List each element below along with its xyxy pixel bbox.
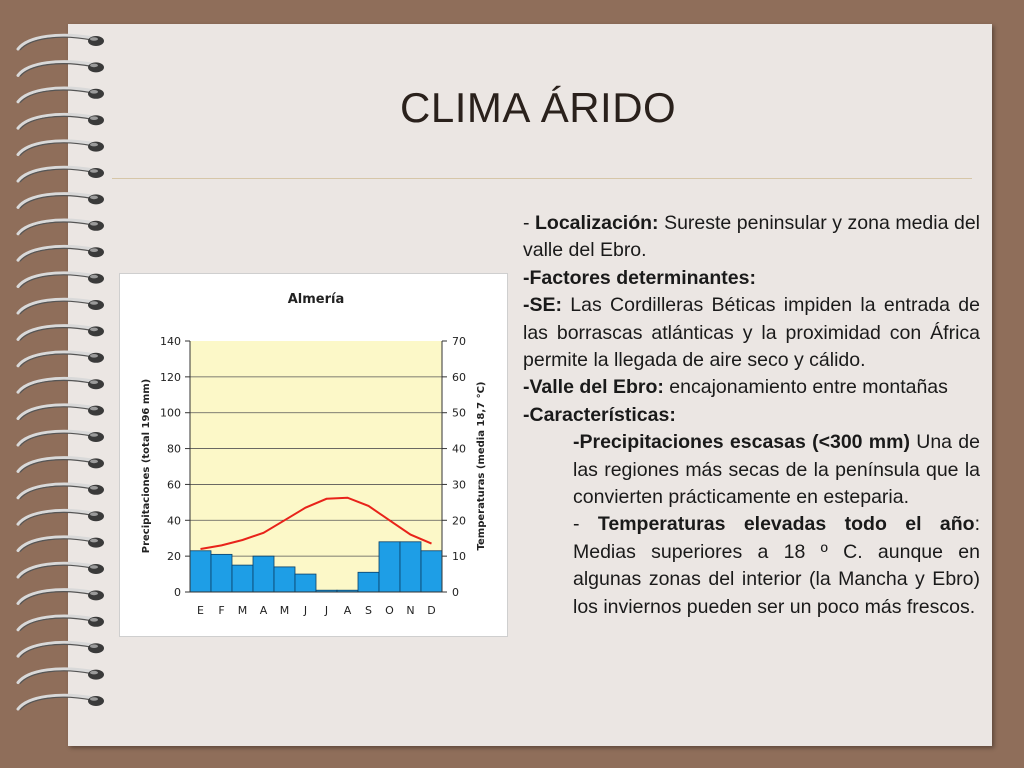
precipitation-bar xyxy=(232,565,253,592)
spiral-ring xyxy=(18,669,104,684)
precipitaciones-paragraph: -Precipitaciones escasas (<300 mm) Una de las regiones más secas de la península que la convierten prácticamente en esteparia. xyxy=(573,431,980,509)
spiral-ring xyxy=(18,35,104,50)
left-axis-ticks xyxy=(160,335,190,599)
month-label: J xyxy=(303,604,308,617)
month-label: O xyxy=(385,604,394,617)
month-label: J xyxy=(324,604,329,617)
spiral-ring xyxy=(18,352,104,367)
temperaturas-paragraph: - Temperaturas elevadas todo el año: Medias superiores a 18 º C. aunque en algunas zonas del interior (la Mancha y Ebro) los inviernos pueden ser un poco más frescos. xyxy=(573,513,981,618)
month-label: N xyxy=(406,604,415,617)
y2-tick-label: 30 xyxy=(452,478,466,492)
spiral-ring xyxy=(18,590,104,605)
slide-title: CLIMA ÁRIDO xyxy=(400,84,677,131)
spiral-ring xyxy=(18,273,104,288)
spiral-ring xyxy=(18,642,104,657)
description-text xyxy=(523,210,980,621)
y-tick-label: 120 xyxy=(160,370,181,384)
month-labels xyxy=(197,604,436,617)
spiral-ring xyxy=(18,484,104,499)
month-label: F xyxy=(218,604,225,617)
y2-axis-label: Temperaturas (media 18,7 °C) xyxy=(476,381,487,551)
spiral-ring xyxy=(18,194,104,209)
month-label: E xyxy=(197,604,204,617)
spiral-ring xyxy=(18,246,104,261)
y-axis-label: Precipitaciones (total 196 mm) xyxy=(141,378,152,554)
spiral-ring xyxy=(18,326,104,341)
y2-tick-label: 60 xyxy=(452,370,466,384)
factores-heading: -Factores determinantes: xyxy=(523,266,756,289)
localizacion-paragraph: - Localización: Sureste peninsular y zona media del valle del Ebro. xyxy=(523,212,980,262)
y2-tick-label: 0 xyxy=(452,586,459,599)
spiral-ring xyxy=(18,378,104,393)
spiral-ring xyxy=(18,458,104,473)
month-label: D xyxy=(427,604,436,617)
title-divider xyxy=(112,178,972,179)
y-tick-label: 60 xyxy=(167,478,181,492)
y-tick-label: 80 xyxy=(167,442,181,456)
y2-tick-label: 40 xyxy=(452,442,466,456)
y2-tick-label: 70 xyxy=(452,335,466,348)
spiral-ring xyxy=(18,62,104,77)
spiral-ring xyxy=(18,431,104,446)
precipitation-bar xyxy=(379,542,400,592)
climate-chart xyxy=(119,273,508,637)
spiral-ring xyxy=(18,510,104,525)
month-label: M xyxy=(279,604,290,617)
spiral-binding xyxy=(0,28,115,744)
spiral-ring xyxy=(18,141,104,156)
y2-tick-label: 10 xyxy=(452,550,466,564)
se-paragraph: -SE: Las Cordilleras Béticas impiden la entrada de las borrascas atlánticas y la proximidad con África permite la llegada de aire seco y cálido. xyxy=(523,294,980,372)
y-tick-label: 100 xyxy=(160,406,181,420)
spiral-ring xyxy=(18,405,104,420)
month-label: M xyxy=(237,604,248,617)
chart-title: Almería xyxy=(287,292,345,307)
spiral-ring xyxy=(18,695,104,710)
precipitation-bar xyxy=(274,567,295,592)
spiral-ring xyxy=(18,537,104,552)
precipitation-bar xyxy=(295,574,316,592)
precipitation-bar xyxy=(400,542,421,592)
valle-ebro-paragraph: -Valle del Ebro: encajonamiento entre montañas xyxy=(523,376,948,399)
month-label: A xyxy=(259,604,268,617)
spiral-ring xyxy=(18,114,104,129)
precipitation-bar xyxy=(211,554,232,592)
precipitation-bar xyxy=(358,572,379,592)
y2-tick-label: 50 xyxy=(452,406,466,420)
spiral-ring xyxy=(18,616,104,631)
month-label: A xyxy=(343,604,352,617)
y-tick-label: 40 xyxy=(167,514,181,528)
y2-tick-label: 20 xyxy=(452,514,466,528)
month-label: S xyxy=(365,604,372,617)
spiral-ring xyxy=(18,220,104,235)
precipitation-bar xyxy=(190,551,211,592)
y-tick-label: 140 xyxy=(160,335,181,348)
y-tick-label: 20 xyxy=(167,550,181,564)
y-tick-label: 0 xyxy=(174,586,181,599)
right-axis-ticks xyxy=(442,335,466,599)
spiral-ring xyxy=(18,563,104,578)
precipitation-bar xyxy=(421,551,442,592)
spiral-ring xyxy=(18,299,104,314)
spiral-ring xyxy=(18,88,104,103)
precipitation-bar xyxy=(253,556,274,592)
spiral-ring xyxy=(18,167,104,182)
caracteristicas-heading: -Características: xyxy=(523,403,676,426)
